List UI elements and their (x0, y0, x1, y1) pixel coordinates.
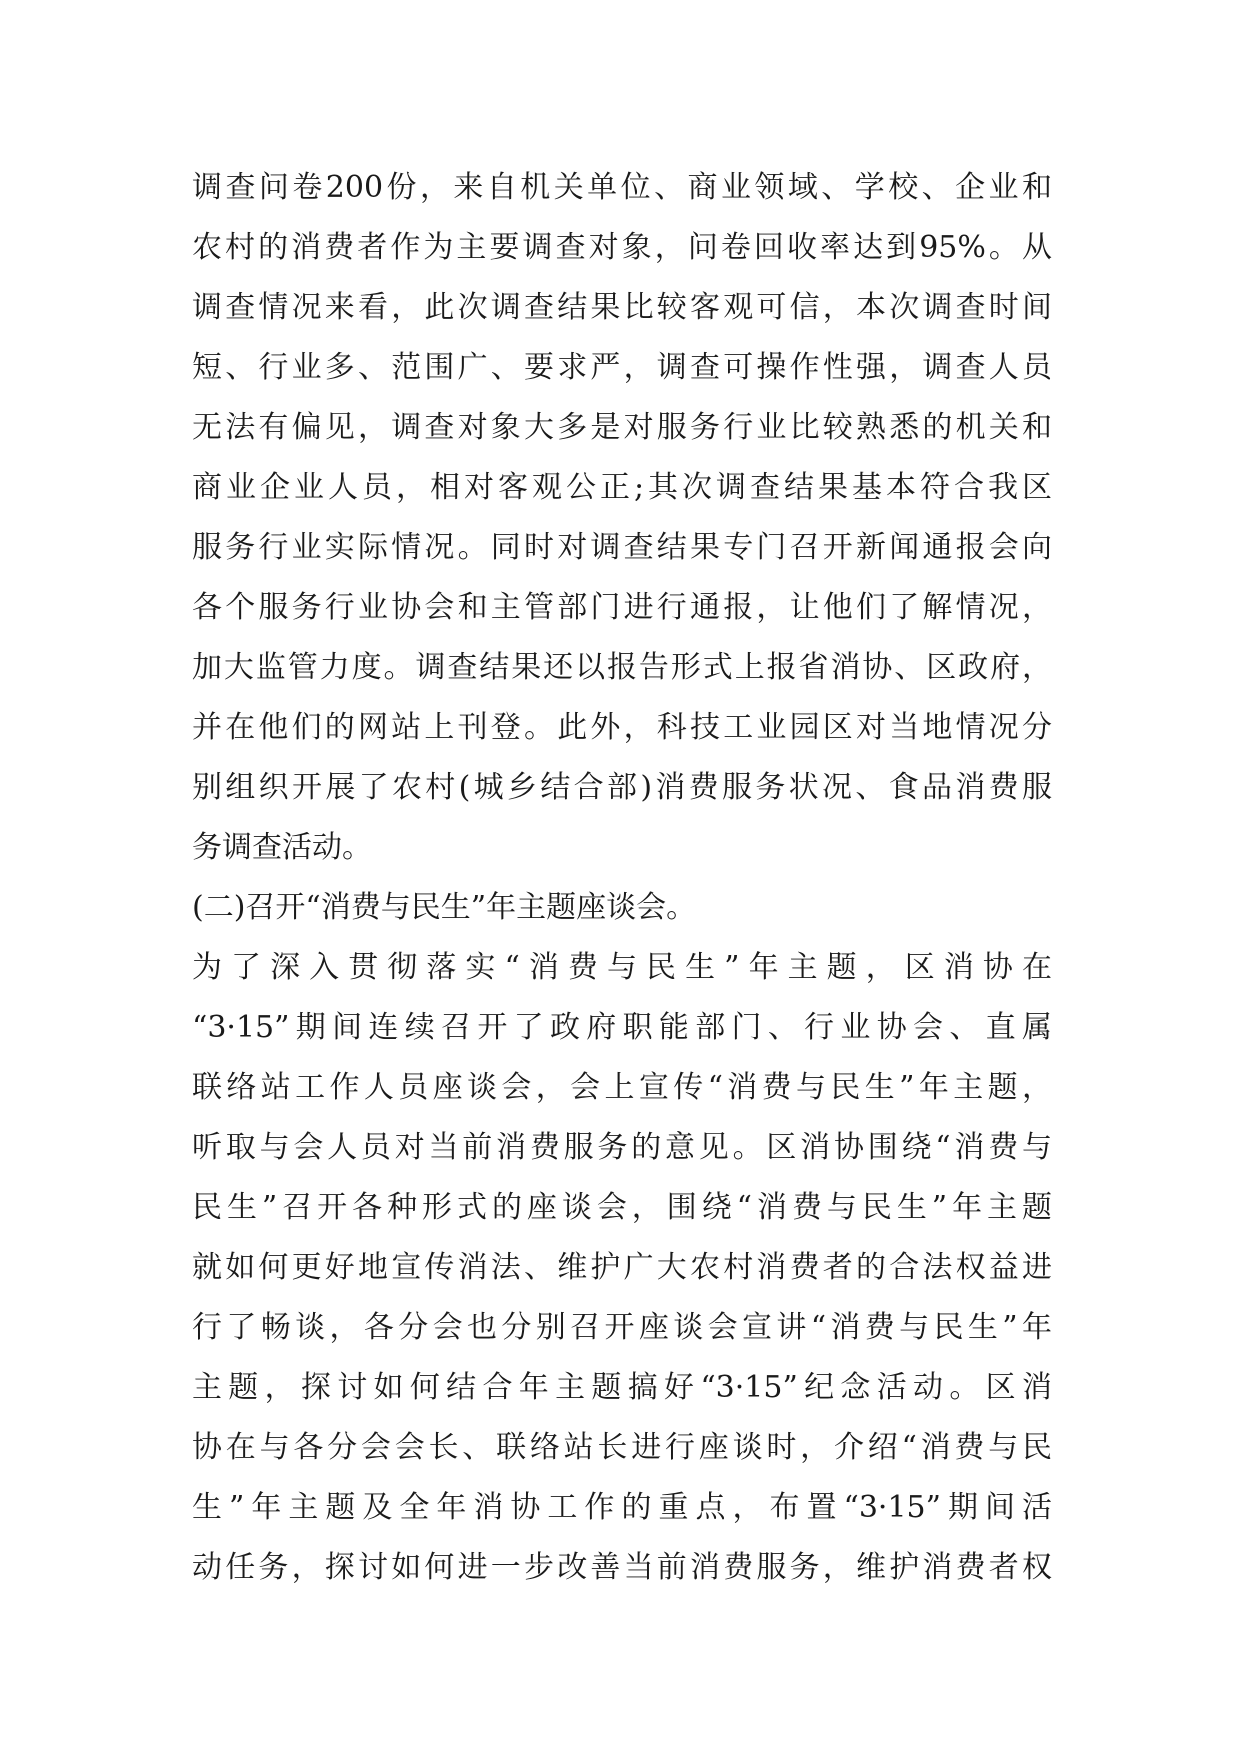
text-line: 联络站工作人员座谈会，会上宣传“消费与民生”年主题， (192, 1070, 1052, 1105)
text-line: 并在他们的网站上刊登。此外，科技工业园区对当地情况分 (192, 710, 1052, 745)
text-line: 农村的消费者作为主要调查对象，问卷回收率达到95%。从 (192, 230, 1052, 265)
text-line: 协在与各分会会长、联络站长进行座谈时，介绍“消费与民 (192, 1430, 1052, 1465)
text-line: 各个服务行业协会和主管部门进行通报，让他们了解情况， (192, 590, 1052, 625)
text-line: 主题，探讨如何结合年主题搞好“3·15”纪念活动。区消 (192, 1370, 1052, 1405)
text-line: 无法有偏见，调查对象大多是对服务行业比较熟悉的机关和 (192, 410, 1052, 445)
text-line: 动任务，探讨如何进一步改善当前消费服务，维护消费者权 (192, 1550, 1052, 1585)
text-line: 加大监管力度。调查结果还以报告形式上报省消协、区政府， (192, 650, 1052, 685)
text-line: 行了畅谈，各分会也分别召开座谈会宣讲“消费与民生”年 (192, 1310, 1052, 1345)
text-line: 务调查活动。 (192, 830, 372, 865)
text-line: 服务行业实际情况。同时对调查结果专门召开新闻通报会向 (192, 530, 1052, 565)
text-line: 别组织开展了农村(城乡结合部)消费服务状况、食品消费服 (192, 770, 1052, 805)
text-line: 商业企业人员，相对客观公正;其次调查结果基本符合我区 (192, 470, 1052, 505)
text-line: 调查情况来看，此次调查结果比较客观可信，本次调查时间 (192, 290, 1052, 325)
section-heading: (二)召开“消费与民生”年主题座谈会。 (192, 890, 697, 925)
text-line: 短、行业多、范围广、要求严，调查可操作性强，调查人员 (192, 350, 1052, 385)
text-line: 民生”召开各种形式的座谈会，围绕“消费与民生”年主题 (192, 1190, 1052, 1225)
body-text (192, 158, 1052, 1598)
text-line: 生”年主题及全年消协工作的重点，布置“3·15”期间活 (192, 1490, 1052, 1525)
text-line: “3·15”期间连续召开了政府职能部门、行业协会、直属 (192, 1010, 1052, 1045)
text-line: 听取与会人员对当前消费服务的意见。区消协围绕“消费与 (192, 1130, 1052, 1165)
text-line: 调查问卷200份，来自机关单位、商业领域、学校、企业和 (192, 170, 1052, 205)
text-line: 就如何更好地宣传消法、维护广大农村消费者的合法权益进 (192, 1250, 1052, 1285)
text-line: 为了深入贯彻落实“消费与民生”年主题，区消协在 (192, 950, 1052, 985)
